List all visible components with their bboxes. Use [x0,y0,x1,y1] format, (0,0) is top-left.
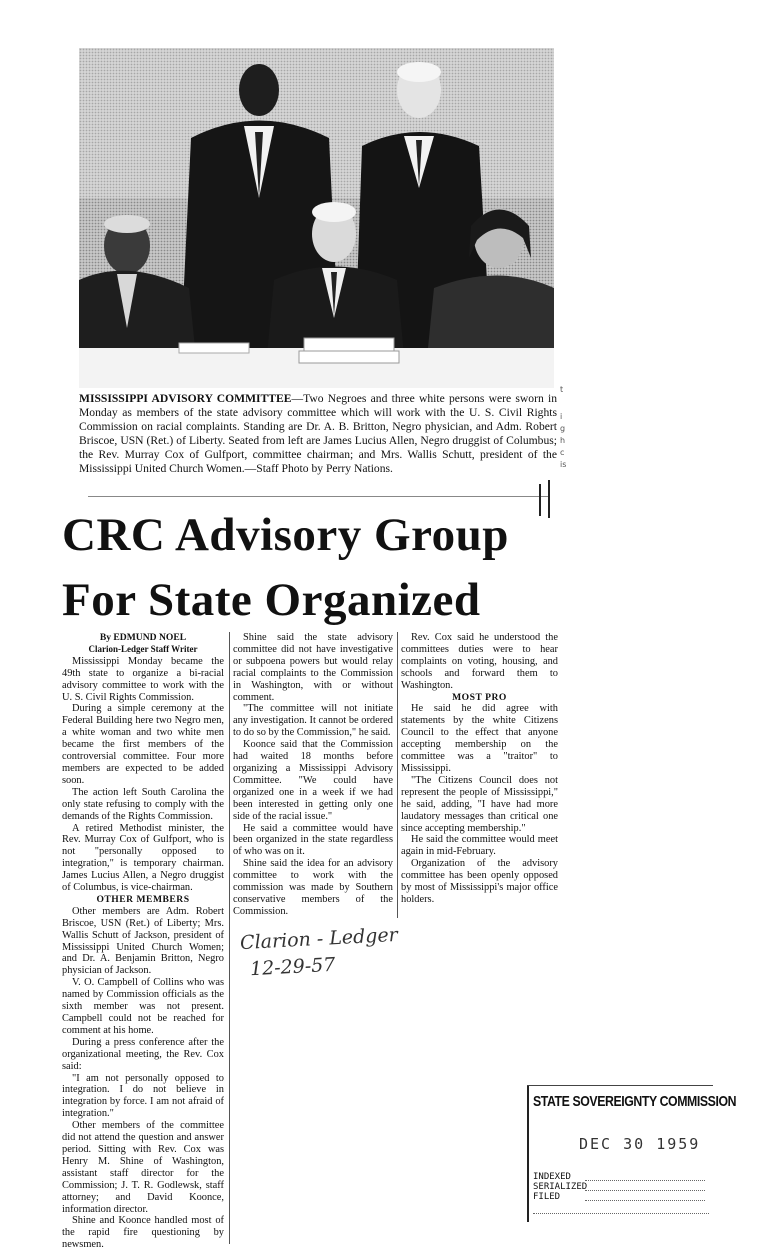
paragraph: Organization of the advisory committee has been openly opposed by most of Mississippi's major office holders. [401,858,558,905]
headline-line-2: For State Organized [62,574,481,626]
paragraph: He said he did agree with statements by the white Citizens Council to the effect that anyone accepting membership on the committee was a "traitor" to Mississippi. [401,703,558,774]
news-photo [79,48,554,388]
caption-text: —Two Negroes and three white persons were sworn in Monday as members of the state advisory committee which will work with the U. S. Civil Rights Commission on racial complaints. Standing are Dr. A. B. Britton, Negro physician, and Adm. Robert Briscoe, USN (Ret.) of Liberty. Seated from left are James Lucius Allen, Negro druggist of Columbus; the Rev. Murray Cox of Gulfport, committee chairman; and Mrs. Wallis Schutt, president of the Mississippi United Church Women.—Staff Photo by Perry Nations. [79,392,557,475]
stamp-serialized-label: SERIALIZED [533,1182,588,1192]
stamp-border-left [527,1085,529,1222]
paragraph: He said a committee would have been organized in the state regardless of who was on it. [233,822,393,858]
stamp-indexed-label: INDEXED [533,1172,571,1182]
caption-divider [88,496,548,497]
column-rule [397,632,398,918]
paragraph: The action left South Carolina the only state refusing to comply with the demands of the Rights Commission. [62,786,224,822]
article-column-2 [233,632,393,918]
paragraph: Shine said the state advisory committee did not have investigative or subpoena powers but would relay racial complaints to the Commission in Washington, with or without comment. [233,632,393,703]
paragraph: He said the committee would meet again in mid-February. [401,834,558,858]
column-rule [229,632,230,1244]
stamp-line [533,1213,709,1214]
paragraph: Other members of the committee did not attend the question and answer period. Sitting with Rev. Cox was Henry M. Shine of Washington, assistant staff director for the Commission; J. T. R. Godlewsk, staff attorney; and David Koonce, information director. [62,1120,224,1215]
margin-note: t [560,385,564,394]
handwritten-date: 12-29-57 [249,953,336,981]
stamp-line [585,1180,705,1181]
byline: By EDMUND NOEL [99,632,187,643]
caption-heading: MISSISSIPPI ADVISORY COMMITTEE [79,392,292,405]
stamp-date: DEC 30 1959 [579,1135,701,1153]
headline-line-1: CRC Advisory Group [62,509,509,561]
stamp-line [585,1190,705,1191]
paragraph: Mississippi Monday became the 49th state to organize a bi-racial advisory committee to work with the U. S. Civil Rights Commission. [62,655,224,703]
state-sovereignty-commission-stamp [527,1085,737,1222]
paragraph: "I am not personally opposed to integration. I do not believe in integration by force. I am not afraid of integration." [62,1072,224,1120]
paragraph: V. O. Campbell of Collins who was named by Commission officials as the sixth member was not present. Campbell could not be reached for comment at his home. [62,977,224,1036]
margin-note: g [560,424,566,433]
paragraph: During a press conference after the organizational meeting, the Rev. Cox said: [62,1036,224,1072]
paragraph: A retired Methodist minister, the Rev. Murray Cox of Gulfport, who is not "personally opposed to integration," is temporary chairman. James Lucius Allen, a Negro druggist of Columbus, is vice-chairman. [62,822,224,894]
stamp-title: STATE SOVEREIGNTY COMMISSION [533,1093,737,1110]
handwritten-source: Clarion - Ledger [239,923,399,955]
stamp-border-top [527,1085,713,1086]
margin-note: h [560,436,566,445]
article-column-3 [401,632,558,906]
photo-caption [79,392,557,476]
paragraph: Other members are Adm. Robert Briscoe, USN (Ret.) of Liberty; Mrs. Wallis Schutt of Jackson, president of Mississippi United Church Women; and Dr. A. Benjamin Britton, Negro physician of Jackson. [62,905,224,977]
subheading: MOST PRO [452,691,507,703]
stamp-filed-label: FILED [533,1192,561,1202]
byline-sub: Clarion-Ledger Staff Writer [88,643,198,654]
paragraph: Koonce said that the Commission had waited 18 months before organizing a Mississippi Advisory Committee. "We could have organized one in a week if we had been interested in getting only one side of the racial issue." [233,739,393,822]
paragraph: Shine and Koonce handled most of the rapid fire questioning by newsmen. [62,1215,224,1251]
paragraph: During a simple ceremony at the Federal Building here two Negro men, a white woman and two white men became the first members of the controversial committee. Four more members are expected to be added soon. [62,703,224,786]
paragraph: Shine said the idea for an advisory committee to work with the commission was made by Southern conservative members of the Commission. [233,858,393,917]
margin-note: i [560,412,563,421]
article-column-1 [62,632,224,1251]
margin-note: is [560,460,567,469]
paragraph: Rev. Cox said he understood the committees duties were to hear complaints on voting, housing, and schools and forward them to Washington. [401,632,558,691]
paragraph: "The committee will not initiate any investigation. It cannot be ordered to do so by the Commission," he said. [233,703,393,739]
subheading: OTHER MEMBERS [96,893,190,905]
paragraph: "The Citizens Council does not represent the people of Mississippi," he said, adding, "I have had more laudatory messages than critical one since accepting membership." [401,774,558,834]
margin-note: c [560,448,565,457]
stamp-line [585,1200,705,1201]
